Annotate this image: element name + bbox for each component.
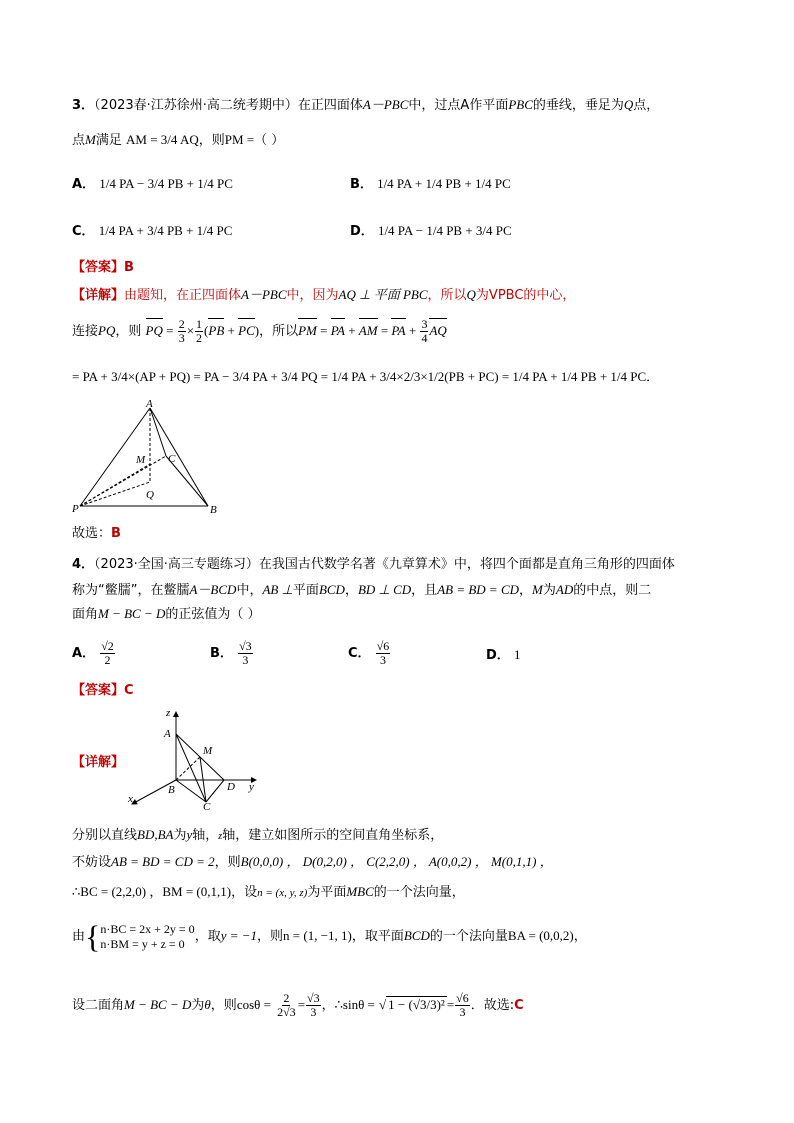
detail-label: 【详解】 bbox=[72, 288, 125, 303]
frac-den: 3 bbox=[310, 1005, 317, 1019]
detail-text: ．故选: bbox=[470, 998, 515, 1013]
detail-text: ，则 bbox=[210, 998, 237, 1013]
label-a: A bbox=[146, 400, 153, 410]
q3-plane: PBC bbox=[508, 97, 533, 112]
detail-text: ，∴ bbox=[321, 998, 343, 1013]
detail-text: ， bbox=[573, 929, 587, 944]
choose-label: 故选： bbox=[72, 526, 112, 541]
option-text: 1/4 PA − 1/4 PB + 3/4 PC bbox=[377, 223, 512, 238]
choose-value: B bbox=[111, 526, 121, 541]
q4-dihedral: M − BC − D bbox=[98, 606, 166, 621]
q3-detail-line1 bbox=[72, 285, 575, 306]
detail-text: 的一个法向量 bbox=[429, 929, 508, 944]
equation: n·BC = 2x + 2y = 0 bbox=[100, 921, 195, 936]
q3-option-b[interactable] bbox=[350, 174, 511, 195]
q4-stem-text: 面角 bbox=[72, 607, 99, 622]
q3-option-d[interactable] bbox=[350, 221, 512, 242]
detail-math: BA = (0,0,2) bbox=[507, 928, 574, 943]
q3-option-a[interactable] bbox=[72, 174, 233, 195]
q4-stem-text: 平面 bbox=[292, 583, 319, 598]
detail-math: M − BC − D bbox=[124, 997, 192, 1012]
detail-math: = bbox=[446, 997, 455, 1012]
option-label: A． bbox=[72, 646, 96, 661]
q4-stem-line2: 称为“鳖臑”，在鳖臑A－BCD中，AB ⊥平面BCD，BD ⊥ CD，且AB = BD = CD，M为AD的中点，则二 bbox=[72, 582, 652, 598]
detail-text: ，设 bbox=[231, 885, 258, 900]
detail-text: 为平面 bbox=[307, 885, 347, 900]
q3-foot: Q bbox=[623, 97, 634, 112]
q3-stem-text: 点 bbox=[72, 133, 86, 148]
detail-text: ，取平面 bbox=[351, 929, 404, 944]
q4-coordinate-figure bbox=[126, 706, 264, 810]
q4-option-c[interactable] bbox=[348, 640, 391, 667]
q4-tetrahedron: A－BCD bbox=[189, 582, 237, 597]
q4-option-b[interactable] bbox=[210, 640, 254, 667]
option-label: D． bbox=[486, 648, 510, 663]
q4-condition: BD ⊥ CD bbox=[357, 582, 412, 597]
q3-choose bbox=[72, 524, 121, 544]
detail-math: z bbox=[218, 831, 223, 842]
q3-ask: PM = bbox=[224, 132, 255, 147]
q3-derivation: = PA + 3/4×(AP + PQ) = PA − 3/4 PA + 3/4 PQ = 1/4 PA + 3/4×2/3×1/2(PB + PC) = 1/4 PA + 1/4 PB + 1/4 PC． bbox=[72, 369, 660, 384]
detail-math: = bbox=[297, 997, 306, 1012]
label-p: P bbox=[72, 503, 79, 515]
label-m: M bbox=[136, 454, 146, 466]
detail-text: ，取 bbox=[194, 929, 221, 944]
q4-detail-line1 bbox=[72, 825, 443, 847]
label-b: B bbox=[210, 504, 217, 516]
option-label: C． bbox=[348, 646, 371, 661]
option-label: C． bbox=[72, 224, 95, 239]
q3-paren: （ ） bbox=[254, 133, 285, 148]
detail-label: 【详解】 bbox=[72, 755, 125, 770]
q3-stem-line2 bbox=[72, 130, 284, 151]
q3-stem-text: ，则 bbox=[198, 133, 225, 148]
q4-stem-text: 称为“鳖臑”，在鳖臑 bbox=[72, 583, 190, 598]
detail-text: 轴，建立如图所示的空间直角坐标系， bbox=[222, 828, 444, 843]
label-z: z bbox=[166, 707, 171, 719]
detail-math: MBC bbox=[346, 884, 374, 899]
detail-text: ，所以 bbox=[427, 288, 467, 303]
q4-stem-text: 的中点，则二 bbox=[573, 583, 652, 598]
frac-den: 2√3 bbox=[277, 1005, 296, 1019]
q4-stem-text: 在我国古代数学名著《九章算术》中，将四个面都是直角三角形的四面体 bbox=[258, 557, 675, 572]
frac-den: 3 bbox=[459, 1005, 466, 1019]
label-b: B bbox=[168, 784, 175, 796]
brace-icon: { bbox=[85, 918, 101, 955]
option-num: √3 bbox=[239, 639, 252, 653]
option-text: 1 bbox=[513, 647, 521, 662]
q3-tetrahedron: A－PBC bbox=[241, 287, 287, 302]
detail-text: 不妨设 bbox=[72, 855, 112, 870]
detail-math: B(0,0,0) ， D(0,2,0) ， C(2,2,0) ， A(0,0,2) ， M(0,1,1) ， bbox=[240, 854, 553, 869]
q4-source: （2023·全国·高三专题练习） bbox=[94, 557, 259, 572]
detail-math: n = (1, −1, 1) bbox=[283, 928, 352, 943]
detail-text: ，则 bbox=[257, 929, 284, 944]
q3-stem-line1 bbox=[72, 95, 659, 116]
choose-value: C bbox=[514, 998, 524, 1013]
q3-point-m: M bbox=[85, 132, 96, 147]
q4-stem-text: 为 bbox=[542, 583, 556, 598]
label-c: C bbox=[203, 801, 211, 810]
q4-condition: AB ⊥ bbox=[262, 582, 293, 597]
q3-detail-line3 bbox=[72, 367, 659, 388]
detail-math: y = −1 bbox=[220, 928, 258, 943]
label-y: y bbox=[249, 781, 254, 793]
q4-detail-line3 bbox=[72, 882, 465, 903]
detail-math: BM = (0,1,1) bbox=[162, 884, 232, 899]
q3-detail-line2: 连接PQ，则 PQ = $\frac{2}{3}$ × $\frac{1}{2}$ (PB + PC)，所以PM = PA + AM = PA + $\frac{3}{4}$ AQ bbox=[72, 317, 447, 345]
detail-math: n = (x, y, z) bbox=[257, 887, 308, 899]
label-q: Q bbox=[146, 489, 154, 501]
q3-foot: Q bbox=[466, 287, 476, 302]
option-num: √6 bbox=[376, 639, 390, 653]
q3-stem-text: 点， bbox=[633, 98, 660, 113]
q3-tetrahedron-figure bbox=[72, 400, 232, 518]
answer-label: 【答案】 bbox=[72, 260, 125, 275]
detail-math: BD,BA bbox=[137, 827, 174, 842]
q4-stem-line1 bbox=[72, 555, 675, 575]
q3-pq: PQ bbox=[98, 323, 116, 338]
label-d: D bbox=[227, 781, 235, 793]
detail-text: 轴， bbox=[192, 828, 219, 843]
label-x: x bbox=[128, 793, 133, 805]
option-den: 3 bbox=[379, 653, 386, 667]
detail-text: 中，因为 bbox=[286, 288, 339, 303]
q3-answer bbox=[72, 258, 134, 278]
q3-condition: AM = 3/4 AQ bbox=[126, 132, 199, 147]
q3-option-c[interactable] bbox=[72, 221, 232, 242]
label-a: A bbox=[164, 728, 171, 740]
equation-system bbox=[100, 922, 194, 952]
detail-text: 分别以直线 bbox=[72, 828, 138, 843]
q4-point-m: M bbox=[532, 582, 543, 597]
frac-num: 2 bbox=[283, 991, 290, 1005]
q4-stem-text: ，且 bbox=[411, 583, 438, 598]
option-den: 2 bbox=[104, 653, 111, 667]
q3-stem-text: 在正四面体 bbox=[297, 98, 363, 113]
q4-detail-line5 bbox=[72, 988, 524, 1023]
q3-stem-text: 的垂线，垂足为 bbox=[532, 98, 624, 113]
detail-text: ，则 bbox=[214, 855, 241, 870]
q4-segment: AD bbox=[555, 582, 574, 597]
detail-math: BC = (2,2,0) ， bbox=[80, 884, 163, 899]
q4-option-d[interactable] bbox=[486, 645, 520, 666]
q3-perp: AQ ⊥ 平面 PBC bbox=[338, 287, 428, 302]
answer-value: B bbox=[124, 260, 134, 275]
detail-text: 设二面角 bbox=[72, 998, 125, 1013]
q4-stem-text: ， bbox=[519, 583, 533, 598]
detail-text: 为VPBC的中心， bbox=[475, 288, 576, 303]
option-label: B． bbox=[350, 177, 373, 192]
q4-detail-label bbox=[72, 753, 124, 773]
option-text: 1/4 PA + 1/4 PB + 1/4 PC bbox=[377, 176, 511, 191]
q4-detail-line4 bbox=[72, 920, 587, 953]
option-text: 1/4 PA + 3/4 PB + 1/4 PC bbox=[98, 223, 233, 238]
frac-num: √3 bbox=[307, 991, 320, 1005]
q3-stem-text: 中，过点A作平面 bbox=[408, 98, 509, 113]
detail-text: ，所以 bbox=[259, 324, 299, 339]
equation: n·BM = y + z = 0 bbox=[100, 936, 185, 951]
detail-text: 为 bbox=[173, 828, 187, 843]
answer-label: 【答案】 bbox=[72, 683, 125, 698]
label-c: C bbox=[168, 453, 176, 465]
q4-condition: AB = BD = CD bbox=[437, 582, 520, 597]
detail-math: BCD bbox=[403, 928, 430, 943]
answer-value: C bbox=[124, 683, 134, 698]
q4-answer bbox=[72, 681, 134, 701]
option-num: √2 bbox=[101, 639, 114, 653]
q4-detail-line2 bbox=[72, 852, 553, 873]
detail-text: 连接 bbox=[72, 324, 99, 339]
detail-math: y bbox=[186, 827, 193, 842]
q4-plane: BCD bbox=[318, 582, 345, 597]
detail-text: ，则 bbox=[115, 324, 142, 339]
sqrt-icon: √ bbox=[379, 997, 387, 1012]
detail-math: 1 − (√3/3)² bbox=[388, 997, 445, 1012]
q4-stem-text: 中， bbox=[236, 583, 263, 598]
detail-math: sinθ = bbox=[342, 997, 375, 1012]
q4-option-a[interactable] bbox=[72, 640, 116, 667]
q3-number: 3． bbox=[72, 98, 95, 113]
detail-math: θ bbox=[204, 997, 211, 1012]
frac-num: √6 bbox=[456, 991, 469, 1005]
option-label: A． bbox=[72, 177, 96, 192]
option-text: 1/4 PA − 3/4 PB + 1/4 PC bbox=[99, 176, 233, 191]
label-m: M bbox=[203, 745, 213, 757]
q4-stem-text: 的正弦值为（ ） bbox=[165, 607, 261, 622]
q3-source: （2023春·江苏徐州·高二统考期中） bbox=[94, 98, 298, 113]
detail-math: cosθ = bbox=[236, 997, 271, 1012]
detail-text: 由题知，在正四面体 bbox=[124, 288, 242, 303]
q3-stem-text: 满足 bbox=[95, 133, 122, 148]
detail-text: 为 bbox=[191, 998, 205, 1013]
detail-math: AB = BD = CD = 2 bbox=[111, 854, 215, 869]
option-label: D． bbox=[350, 224, 374, 239]
option-label: B． bbox=[210, 646, 233, 661]
option-den: 3 bbox=[242, 653, 249, 667]
q4-number: 4． bbox=[72, 557, 95, 572]
detail-text: ∴ bbox=[72, 885, 81, 900]
q3-tetrahedron: A－PBC bbox=[362, 97, 409, 112]
detail-text: 的一个法向量， bbox=[373, 885, 465, 900]
detail-text: 由 bbox=[72, 929, 86, 944]
q4-stem-line3 bbox=[72, 604, 261, 625]
